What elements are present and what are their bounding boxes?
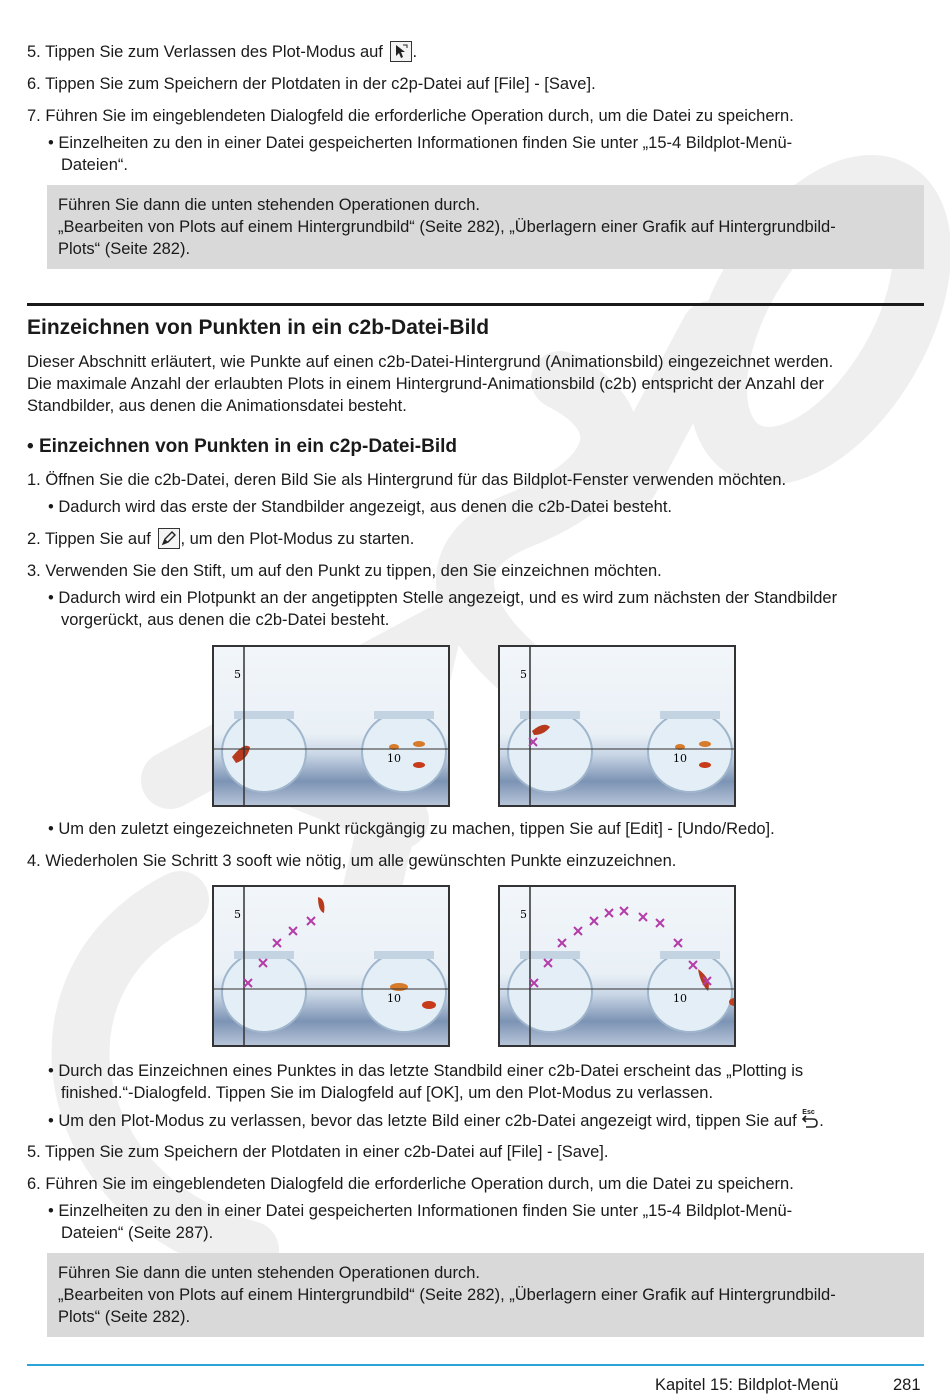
page-number: 281 xyxy=(893,1376,921,1394)
note-line: Führen Sie dann die unten stehenden Operationen durch. xyxy=(58,1264,480,1282)
step-5-exit-plot: 5. Tippen Sie zum Verlassen des Plot-Modus auf . xyxy=(27,43,418,61)
undo-bullet: • Um den zuletzt eingezeichneten Punkt rückgängig zu machen, tippen Sie auf [Edit] - [Undo/Redo]. xyxy=(48,820,775,838)
cursor-arrow-icon[interactable] xyxy=(390,41,412,62)
note-line: „Bearbeiten von Plots auf einem Hintergrundbild“ (Seite 282), „Überlagern einer Grafik auf Hintergrundbild- xyxy=(58,218,836,236)
bullet-info: • Einzelheiten zu den in einer Datei gespeicherten Informationen finden Sie unter „15-4 Bildplot-Menü- xyxy=(48,134,793,152)
y-tick-label: 5 xyxy=(234,908,241,921)
note-line: Plots“ (Seite 282). xyxy=(58,1308,191,1326)
note-line: „Bearbeiten von Plots auf einem Hintergrundbild“ (Seite 282), „Überlagern einer Grafik auf Hintergrundbild- xyxy=(58,1286,836,1304)
step-1: 1. Öffnen Sie die c2b-Datei, deren Bild Sie als Hintergrund für das Bildplot-Fenster verwenden möchten. xyxy=(27,471,787,489)
esc-bullet: • Um den Plot-Modus zu verlassen, bevor das letzte Bild einer c2b-Datei angezeigt wird, tippen Sie auf Esc . xyxy=(48,1109,824,1130)
y-tick-label: 5 xyxy=(234,668,241,681)
finish-bullet: • Durch das Einzeichnen eines Punktes in das letzte Standbild einer c2b-Datei erscheint das „Plotting is xyxy=(48,1062,804,1080)
y-tick-label: 5 xyxy=(520,668,527,681)
bullet-info-cont: Dateien“. xyxy=(61,156,128,174)
x-tick-label: 10 xyxy=(673,992,687,1005)
esc-back-icon[interactable]: Esc xyxy=(801,1109,819,1129)
x-tick-label: 10 xyxy=(387,992,401,1005)
step-1-bullet: • Dadurch wird das erste der Standbilder angezeigt, aus denen die c2b-Datei besteht. xyxy=(48,498,673,516)
step-6-bullet: • Einzelheiten zu den in einer Datei gespeicherten Informationen finden Sie unter „15-4 Bildplot-Menü- xyxy=(48,1202,793,1220)
step-3-bullet: • Dadurch wird ein Plotpunkt an der angetippten Stelle angezeigt, und es wird zum nächsten der Standbilder xyxy=(48,589,838,607)
note-line: Plots“ (Seite 282). xyxy=(58,240,191,258)
section-rule xyxy=(27,303,924,306)
finish-bullet-cont: finished.“-Dialogfeld. Tippen Sie im Dialogfeld auf [OK], um den Plot-Modus zu verlassen. xyxy=(61,1084,714,1102)
note-box xyxy=(47,1253,924,1337)
section-title: Einzeichnen von Punkten in ein c2b-Datei-Bild xyxy=(27,316,490,339)
intro-line: Dieser Abschnitt erläutert, wie Punkte auf einen c2b-Datei-Hintergrund (Animationsbild) eingezeichnet werden. xyxy=(27,353,834,371)
footer-chapter: Kapitel 15: Bildplot-Menü xyxy=(655,1376,839,1394)
footer-rule xyxy=(27,1364,924,1366)
step-4: 4. Wiederholen Sie Schritt 3 sooft wie nötig, um alle gewünschten Punkte einzuzeichnen. xyxy=(27,852,677,870)
note-line: Führen Sie dann die unten stehenden Operationen durch. xyxy=(58,196,480,214)
step-2: 2. Tippen Sie auf , um den Plot-Modus zu starten. xyxy=(27,530,415,548)
step-7-dialog: 7. Führen Sie im eingeblendeten Dialogfeld die erforderliche Operation durch, um die Datei zu speichern. xyxy=(27,107,794,125)
step-6-bullet-cont: Dateien“ (Seite 287). xyxy=(61,1224,214,1242)
step-6-save: 6. Tippen Sie zum Speichern der Plotdaten in der c2p-Datei auf [File] - [Save]. xyxy=(27,75,596,93)
note-box xyxy=(47,185,924,269)
step-6-dialog: 6. Führen Sie im eingeblendeten Dialogfeld die erforderliche Operation durch, um die Datei zu speichern. xyxy=(27,1175,794,1193)
plot-screen-all-points xyxy=(498,885,736,1047)
subsection-title: • Einzeichnen von Punkten in ein c2p-Datei-Bild xyxy=(27,436,457,457)
plot-screen-one-point xyxy=(498,645,736,807)
x-tick-label: 10 xyxy=(387,752,401,765)
pencil-icon[interactable] xyxy=(158,528,180,549)
plot-screen-first-frame xyxy=(212,645,450,807)
intro-line: Die maximale Anzahl der erlaubten Plots in einem Hintergrund-Animationsbild (c2b) entspricht der Anzahl der xyxy=(27,375,824,393)
step-5-save: 5. Tippen Sie zum Speichern der Plotdaten in einer c2b-Datei auf [File] - [Save]. xyxy=(27,1143,609,1161)
step-3-bullet-cont: vorgerückt, aus denen die c2b-Datei besteht. xyxy=(61,611,390,629)
y-tick-label: 5 xyxy=(520,908,527,921)
intro-line: Standbilder, aus denen die Animationsdatei besteht. xyxy=(27,397,407,415)
step-3: 3. Verwenden Sie den Stift, um auf den Punkt zu tippen, den Sie einzeichnen möchten. xyxy=(27,562,662,580)
plot-screen-several-points xyxy=(212,885,450,1047)
x-tick-label: 10 xyxy=(673,752,687,765)
